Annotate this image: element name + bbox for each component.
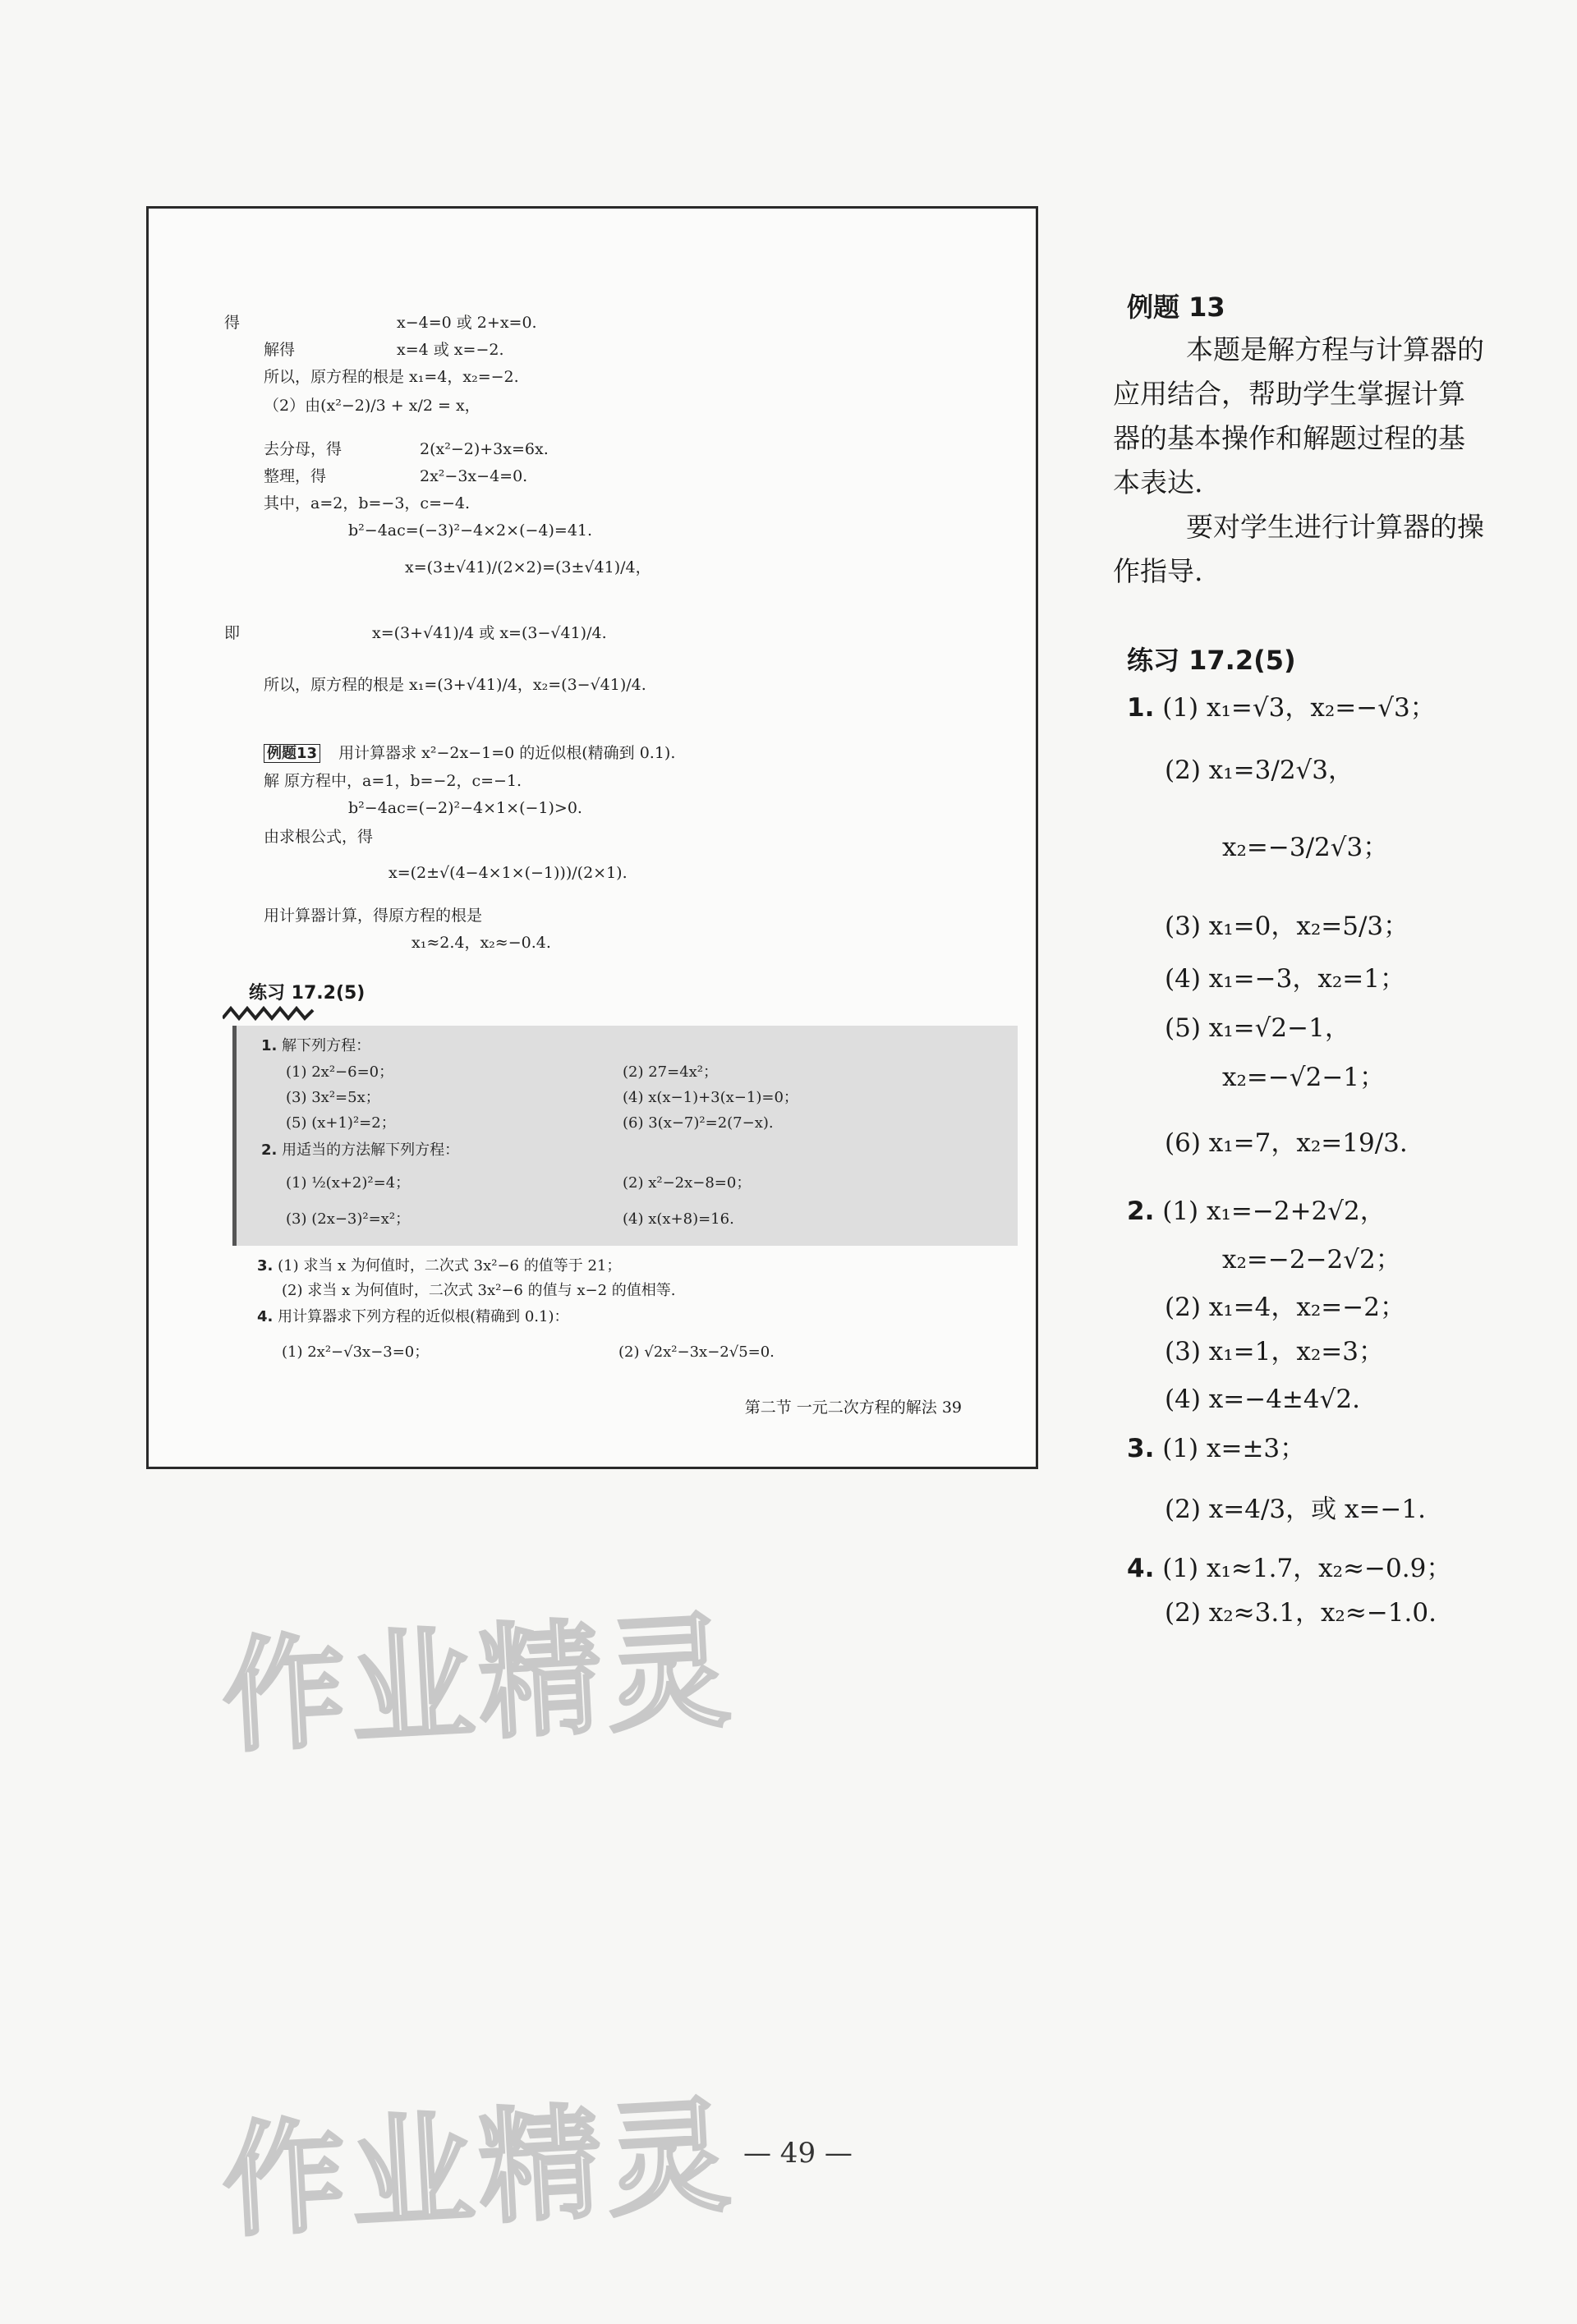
answer-line: (4) x₁=−3，x₂=1； bbox=[1165, 964, 1405, 994]
page-number: — 49 — bbox=[743, 2137, 853, 2170]
commentary-line: 本题是解方程与计算器的 bbox=[1186, 333, 1484, 365]
watermark: 作业精灵 bbox=[218, 1600, 738, 1771]
section-heading: 练习 17.2(5) bbox=[1127, 645, 1296, 676]
solution-line: 用计算器计算，得原方程的根是 bbox=[264, 907, 483, 925]
answer-line: 2. (1) x₁=−2+2√2， bbox=[1127, 1196, 1386, 1226]
commentary-line: 应用结合，帮助学生掌握计算 bbox=[1113, 378, 1465, 410]
answer-line: x₂=−3/2√3； bbox=[1222, 833, 1389, 862]
practice-item: (3) 3x²=5x； (4) x(x−1)+3(x−1)=0； bbox=[286, 1089, 798, 1106]
solution-line: 解得 x=4 或 x=−2. bbox=[264, 341, 504, 359]
solution-line: （2）由(x²−2)/3 + x/2 = x， bbox=[264, 397, 480, 415]
practice-item: (3) (2x−3)²=x²； (4) x(x+8)=16. bbox=[286, 1210, 734, 1228]
answer-line: (2) x₂≈3.1，x₂≈−1.0. bbox=[1165, 1598, 1437, 1628]
solution-line: 解 原方程中，a=1，b=−2，c=−1. bbox=[264, 772, 522, 790]
practice-item: (1) 2x²−6=0； (2) 27=4x²； bbox=[286, 1063, 719, 1081]
solution-line: 得 x−4=0 或 2+x=0. bbox=[224, 314, 537, 332]
answer-line: (2) x₁=3/2√3， bbox=[1165, 756, 1354, 785]
solution-line: 其中，a=2，b=−3，c=−4. bbox=[264, 494, 471, 512]
watermark: 作业精灵 bbox=[218, 2084, 738, 2255]
practice-item: (5) (x+1)²=2； (6) 3(x−7)²=2(7−x). bbox=[286, 1114, 774, 1132]
example-heading bbox=[264, 743, 675, 764]
practice-item: 3. (1) 求当 x 为何值时，二次式 3x²−6 的值等于 21； bbox=[257, 1257, 622, 1275]
answer-line: (3) x₁=0，x₂=5/3； bbox=[1165, 912, 1409, 941]
textbook-page bbox=[146, 206, 1038, 1469]
solution-line: 由求根公式，得 bbox=[264, 828, 374, 846]
solution-line: 去分母，得 2(x²−2)+3x=6x. bbox=[264, 440, 549, 458]
practice-title: 练习 17.2(5) bbox=[249, 983, 366, 1004]
answer-line: (6) x₁=7，x₂=19/3. bbox=[1165, 1128, 1408, 1158]
example-label: 例题13 bbox=[264, 744, 320, 763]
answer-line: (3) x₁=1，x₂=3； bbox=[1165, 1337, 1384, 1366]
answer-line: (2) x₁=4，x₂=−2； bbox=[1165, 1293, 1405, 1322]
answer-line: 3. (1) x=±3； bbox=[1127, 1434, 1306, 1463]
answer-line: 1. (1) x₁=√3，x₂=−√3； bbox=[1127, 693, 1436, 723]
practice-item: (1) 2x²−√3x−3=0； (2) √2x²−3x−2√5=0. bbox=[282, 1343, 775, 1361]
solution-line: 即 x=(3+√41)/4 或 x=(3−√41)/4. bbox=[224, 624, 607, 642]
answer-line: (5) x₁=√2−1， bbox=[1165, 1013, 1350, 1043]
commentary-line: 作指导. bbox=[1113, 555, 1203, 587]
practice-box bbox=[232, 1026, 1018, 1246]
commentary-line: 器的基本操作和解题过程的基 bbox=[1113, 422, 1465, 454]
solution-line: b²−4ac=(−3)²−4×2×(−4)=41. bbox=[348, 521, 593, 540]
solution-line: x₁≈2.4，x₂≈−0.4. bbox=[411, 934, 551, 952]
practice-item: 2. 用适当的方法解下列方程： bbox=[261, 1141, 460, 1159]
section-heading: 例题 13 bbox=[1127, 292, 1225, 323]
practice-item: 1. 解下列方程： bbox=[261, 1037, 371, 1054]
answer-line: (2) x=4/3，或 x=−1. bbox=[1165, 1495, 1426, 1524]
solution-line: x=(2±√(4−4×1×(−1)))/(2×1). bbox=[389, 864, 628, 882]
solution-line: 整理，得 2x²−3x−4=0. bbox=[264, 467, 528, 485]
solution-line: x=(3±√41)/(2×2)=(3±√41)/4， bbox=[405, 558, 651, 576]
practice-item: 4. 用计算器求下列方程的近似根(精确到 0.1)： bbox=[257, 1308, 569, 1325]
solution-line: b²−4ac=(−2)²−4×1×(−1)>0. bbox=[348, 799, 582, 817]
commentary-line: 要对学生进行计算器的操 bbox=[1186, 511, 1484, 543]
practice-item: (2) 求当 x 为何值时，二次式 3x²−6 的值与 x−2 的值相等. bbox=[282, 1282, 676, 1299]
commentary-line: 本表达. bbox=[1113, 466, 1203, 498]
answer-line: x₂=−√2−1； bbox=[1222, 1063, 1386, 1092]
answer-line: (4) x=−4±4√2. bbox=[1165, 1385, 1360, 1414]
page-footer: 第二节 一元二次方程的解法 39 bbox=[744, 1399, 962, 1417]
zigzag-decoration bbox=[223, 1000, 321, 1022]
example-statement: 用计算器求 x²−2x−1=0 的近似根(精确到 0.1). bbox=[338, 744, 676, 762]
practice-item: (1) ½(x+2)²=4； (2) x²−2x−8=0； bbox=[286, 1174, 752, 1192]
answer-line: x₂=−2−2√2； bbox=[1222, 1245, 1401, 1275]
answer-line: 4. (1) x₁≈1.7，x₂≈−0.9； bbox=[1127, 1554, 1452, 1583]
solution-line: 所以，原方程的根是 x₁=(3+√41)/4，x₂=(3−√41)/4. bbox=[264, 676, 646, 694]
solution-line: 所以，原方程的根是 x₁=4，x₂=−2. bbox=[264, 368, 519, 386]
